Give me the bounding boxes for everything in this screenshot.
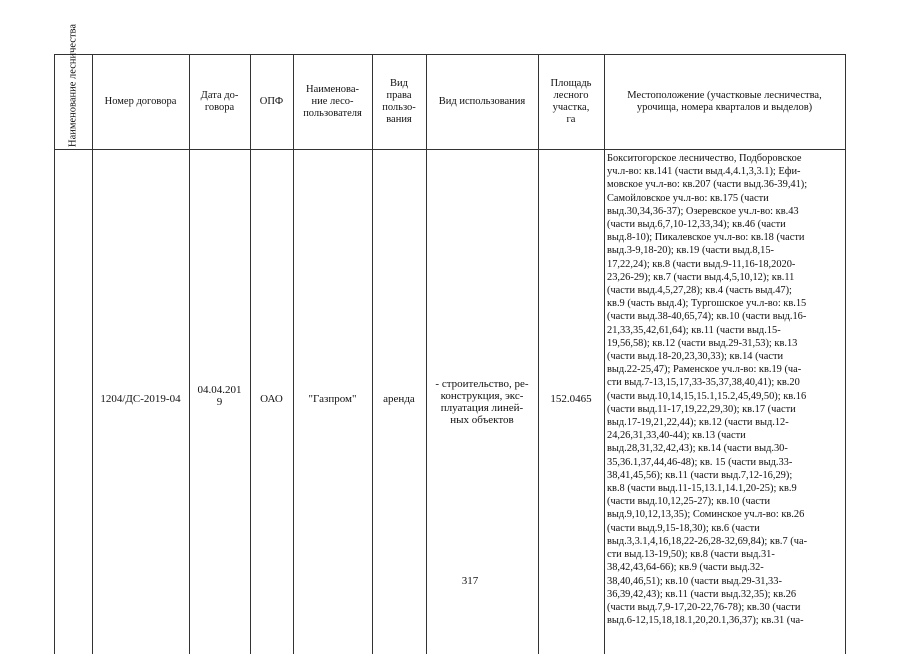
cell-area: 152.0465 (550, 393, 592, 405)
cell-contract-number: 1204/ДС-2019-04 (100, 393, 181, 405)
header-location: Местоположение (участковые лесничества, урочища, номера кварталов и выделов) (627, 89, 822, 113)
cell-opf: ОАО (260, 393, 283, 405)
cell-location: Бокситогорское лесничество, Подборовское уч.л-во: кв.141 (части выд.4,4.1,3,3.1); Ефи- мовское уч.л-во: кв.207 (части выд.36-39,41); Самойловское уч.л-во: кв.175 (части выд.30,34,36-37); Озеревское уч.л-во: кв.43 (части выд.6,7,10-12,33,34); кв.46 (части выд.8-10); Пикалевское уч.л-во: кв.18 (части выд.3-9,18-20); кв.19 (части выд.8,15- 17,22,24); кв.8 (части выд.9-11,16-18,2020- 23,26-29); кв.7 (части выд.4,5,10,12); кв.11 (части выд.4,5,27,28); кв.4 (часть выд.47); кв.9 (часть выд.4); Тургошское уч.л-во: кв.15 (части выд.38-40,65,74); кв.10 (части выд.16- 21,33,35,42,61,64); кв.11 (части выд.15- 19,56,58); кв.12 (части выд.29-31,53); кв.13 (части выд.18-20,23,30,33); кв.14 (части выд.22-25,47); Раменское уч.л-во: кв.19 (ча- сти выд.7-13,15,17,33-35,37,38,40,41); кв.20 (части выд.10,14,15,15.1,15.2,45,49,50); кв.16 (части выд.11-17,19,22,29,30); кв.17 (части выд.17-19,21,22,44); кв.12 (части выд.12- 24,26,31,33,40-44); кв.13 (части выд.28,31,32,42,43); кв.14 (части выд.30- 35,36.1,37,44,46-48); кв. 15 (части выд.33- 38,41,45,56); кв.11 (части выд.7,12-16,29); кв.8 (части выд.11-15,13.1,14.1,20-25); кв.9 (части выд.10,12,25-27); кв.10 (части выд.9,10,12,13,35); Соминское уч.л-во: кв.26 (части выд.9,15-18,30); кв.6 (части выд.3,3.1,4,16,18,22-26,28-32,69,84); кв.7 (ча- сти выд.13-19,50); кв.8 (части выд.31- 38,42,43,64-66); кв.9 (части выд.32- 38,40,46,51); кв.10 (части выд.29-31,33- 36,39,42,43); кв.11 (части выд.32,35); кв.26 (части выд.7,9-17,20-22,76-78); кв.30 (части выд.6-12,15,18,18.1,20,20.1,36,37); кв.31 (ча- (607, 153, 808, 627)
col-border (845, 54, 846, 654)
header-user-name: Наименова- ние лесо- пользователя (303, 83, 362, 119)
cell-contract-date: 04.04.201 9 (197, 384, 242, 408)
cell-user-name: "Газпром" (308, 393, 357, 405)
header-contract-number: Номер договора (104, 95, 177, 107)
forest-lease-table (54, 23, 846, 654)
header-leschestvo (54, 23, 92, 149)
page-number: 317 (461, 575, 479, 587)
cell-usage-type: - строительство, ре- конструкция, экс- плуатация линей- ных объектов (435, 378, 529, 426)
header-contract-date: Дата до- говора (200, 89, 239, 113)
cell-leschestvo (54, 384, 92, 404)
header-bottom-border (54, 149, 846, 150)
header-leschestvo-text: Наименование лесничества (67, 23, 79, 147)
cell-right-type: аренда (383, 393, 415, 405)
header-usage-type: Вид использования (438, 95, 526, 107)
header-area: Площадь лесного участка, га (550, 77, 592, 125)
header-opf: ОПФ (259, 95, 284, 107)
header-right-type: Вид права пользо- вания (382, 77, 416, 125)
